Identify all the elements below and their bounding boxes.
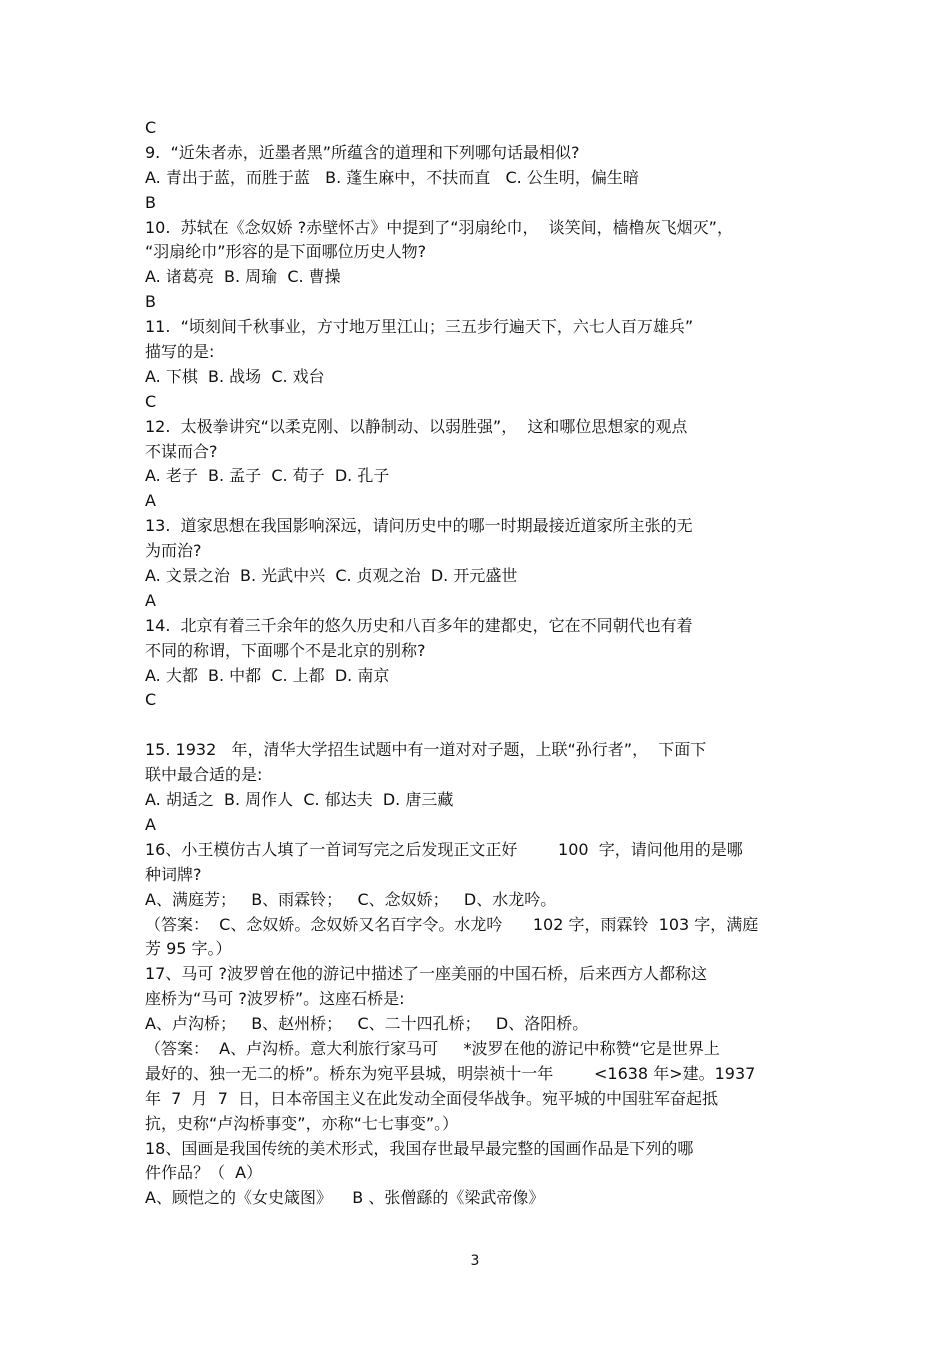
text-line: A. 青出于蓝，而胜于蓝 B. 蓬生麻中，不扶而直 C. 公生明，偏生暗 xyxy=(145,167,639,187)
text-line: A. 诸葛亮 B. 周瑜 C. 曹操 xyxy=(145,267,341,287)
text-line: 种词牌? xyxy=(145,864,202,884)
text-line: 16、小王模仿古人填了一首词写完之后发现正文正好 100 字，请问他用的是哪 xyxy=(145,839,743,859)
text-line: “羽扇纶巾”形容的是下面哪位历史人物? xyxy=(145,242,427,262)
text-line: 17、马可 ?波罗曾在他的游记中描述了一座美丽的中国石桥，后来西方人都称这 xyxy=(145,964,707,984)
text-line: A、满庭芳； B、雨霖铃； C、念奴娇； D、水龙吟。 xyxy=(145,889,557,909)
text-line: 抗，史称“卢沟桥事变”，亦称“七七事变”。） xyxy=(145,1113,459,1133)
text-line: 9. “近朱者赤，近墨者黑”所蕴含的道理和下列哪句话最相似? xyxy=(145,142,580,162)
text-line: 芳 95 字。） xyxy=(145,939,232,959)
text-line: A. 下棋 B. 战场 C. 戏台 xyxy=(145,366,325,386)
text-line: 11. “顷刻间千秋事业，方寸地万里江山；三五步行遍天下，六七人百万雄兵” xyxy=(145,317,694,337)
text-line: A、卢沟桥； B、赵州桥； C、二十四孔桥； D、洛阳桥。 xyxy=(145,1014,589,1034)
text-line: A xyxy=(145,590,156,610)
text-line: A xyxy=(145,491,156,511)
text-line: A xyxy=(145,814,156,834)
text-line: 为而治? xyxy=(145,541,202,561)
text-line: 座桥为“马可 ?波罗桥”。这座石桥是: xyxy=(145,989,405,1009)
text-line: 14. 北京有着三千余年的悠久历史和八百多年的建都史，它在不同朝代也有着 xyxy=(145,615,693,635)
text-line: 描写的是: xyxy=(145,342,215,362)
text-line: 18、国画是我国传统的美术形式，我国存世最早最完整的国画作品是下列的哪 xyxy=(145,1138,694,1158)
page-number: 3 xyxy=(470,1253,480,1269)
text-line: A、顾恺之的《女史箴图》 B 、张僧繇的《梁武帝像》 xyxy=(145,1188,545,1208)
text-line: C xyxy=(145,118,157,137)
text-line: A. 大都 B. 中都 C. 上都 D. 南京 xyxy=(145,665,390,685)
document-body xyxy=(145,116,825,1211)
text-line: 件作品？（ A） xyxy=(145,1163,263,1183)
text-line: 最好的、独一无二的桥”。桥东为宛平县城，明崇祯十一年 <1638 年>建。1937 xyxy=(145,1063,756,1083)
text-line: A. 文景之治 B. 光武中兴 C. 贞观之治 D. 开元盛世 xyxy=(145,566,518,586)
text-line: 不同的称谓，下面哪个不是北京的别称? xyxy=(145,640,426,660)
text-line: 15. 1932 年，清华大学招生试题中有一道对对子题，上联“孙行者”， 下面下 xyxy=(145,740,707,760)
text-line: A. 老子 B. 孟子 C. 荀子 D. 孔子 xyxy=(145,466,390,486)
text-line: （答案： A、卢沟桥。意大利旅行家马可 *波罗在他的游记中称赞“它是世界上 xyxy=(145,1038,720,1058)
text-line: B xyxy=(145,292,156,312)
text-line: C xyxy=(145,391,157,411)
text-line: A. 胡适之 B. 周作人 C. 郁达夫 D. 唐三藏 xyxy=(145,790,454,810)
text-line: 10. 苏轼在《念奴娇 ?赤壁怀古》中提到了“羽扇纶巾， 谈笑间，樯橹灰飞烟灭”， xyxy=(145,217,733,237)
blank-line xyxy=(145,713,825,738)
text-line: 联中最合适的是: xyxy=(145,765,263,785)
text-line: B xyxy=(145,192,156,212)
text-line: 13. 道家思想在我国影响深远，请问历史中的哪一时期最接近道家所主张的无 xyxy=(145,516,693,536)
text-line: （答案： C、念奴娇。念奴娇又名百字令。水龙吟 102 字，雨霖铃 103 字，满庭 xyxy=(145,914,759,934)
text-line: C xyxy=(145,690,157,710)
text-line: 年 7 月 7 日，日本帝国主义在此发动全面侵华战争。宛平城的中国驻军奋起抵 xyxy=(145,1088,719,1108)
text-line: 不谋而合? xyxy=(145,441,218,461)
text-line: 12. 太极拳讲究“以柔克刚、以静制动、以弱胜强”， 这和哪位思想家的观点 xyxy=(145,416,688,436)
